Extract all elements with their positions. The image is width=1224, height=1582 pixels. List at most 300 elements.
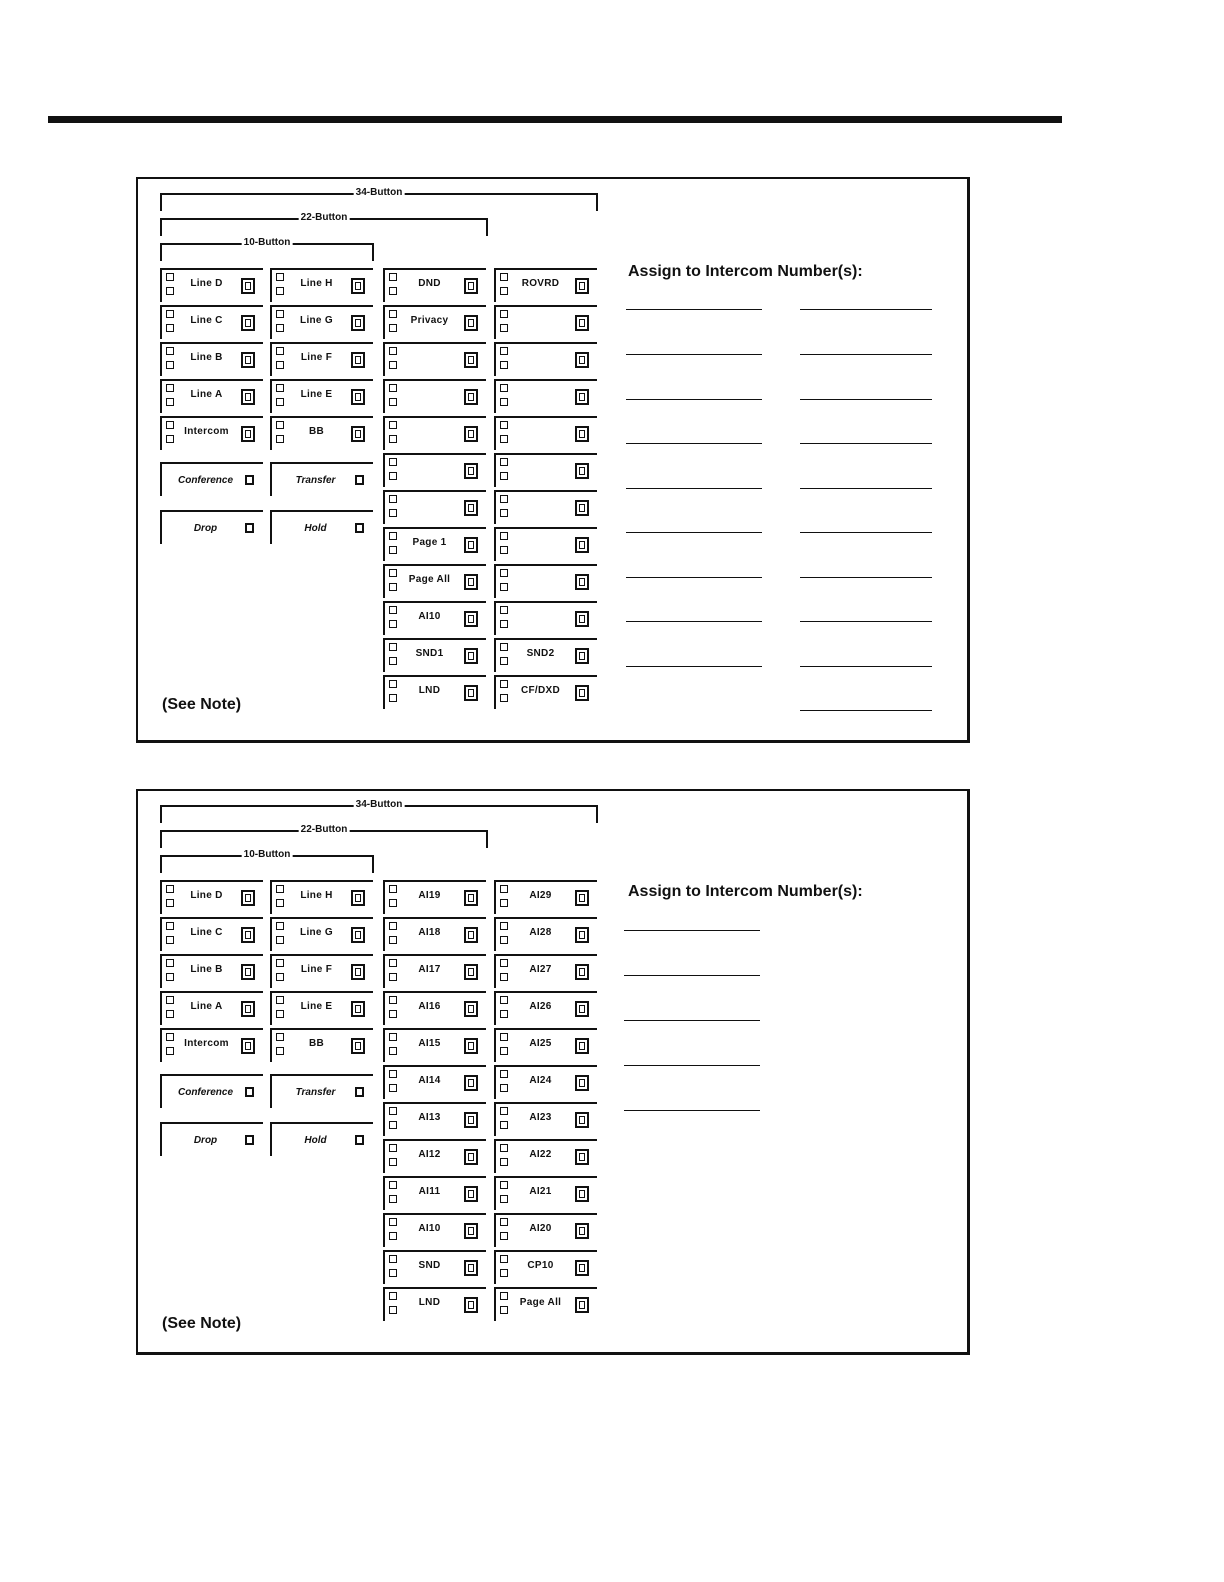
feature-button[interactable] [494, 1064, 597, 1101]
intercom-number-blank[interactable] [624, 1065, 760, 1066]
feature-button[interactable] [160, 267, 263, 304]
designation-card-2 [136, 789, 970, 1355]
feature-button[interactable] [270, 267, 373, 304]
feature-button[interactable] [494, 452, 597, 489]
status-led-icon [389, 472, 397, 480]
feature-button[interactable] [270, 916, 373, 953]
feature-button[interactable] [494, 990, 597, 1027]
button-top-line [160, 1028, 263, 1030]
status-led-icon [500, 899, 508, 907]
button-top-line [494, 342, 597, 344]
button-top-line [494, 490, 597, 492]
key-square-icon [464, 537, 478, 553]
button-top-line [494, 527, 597, 529]
button-top-line [383, 342, 486, 344]
key-square-icon [351, 426, 365, 442]
feature-button[interactable] [383, 1064, 486, 1101]
intercom-number-blank[interactable] [626, 488, 762, 489]
feature-button[interactable] [160, 378, 263, 415]
feature-button[interactable] [270, 953, 373, 990]
status-led-icon [389, 1084, 397, 1092]
status-led-icon [500, 495, 508, 503]
button-side-line [270, 344, 272, 376]
square-icon [355, 1087, 364, 1097]
button-side-line [160, 307, 162, 339]
feature-button[interactable] [270, 378, 373, 415]
feature-button[interactable] [270, 990, 373, 1027]
intercom-number-blank[interactable] [800, 399, 932, 400]
status-led-icon [166, 398, 174, 406]
bracket-label: 34-Button [354, 185, 405, 201]
intercom-number-blank[interactable] [626, 666, 762, 667]
key-square-icon [351, 315, 365, 331]
status-led-icon [389, 1107, 397, 1115]
feature-button[interactable] [160, 879, 263, 916]
status-led-icon [389, 1144, 397, 1152]
button-side-line [494, 882, 496, 914]
status-led-icon [500, 509, 508, 517]
feature-button[interactable] [383, 563, 486, 600]
feature-button[interactable] [160, 916, 263, 953]
see-note-label: (See Note) [162, 696, 242, 713]
button-label: Line C [190, 927, 223, 938]
button-side-line [270, 510, 272, 544]
feature-button[interactable] [494, 1101, 597, 1138]
feature-button[interactable] [494, 674, 597, 711]
intercom-number-blank[interactable] [624, 1110, 760, 1111]
feature-button[interactable] [494, 378, 597, 415]
feature-button[interactable] [494, 341, 597, 378]
status-led-icon [276, 936, 284, 944]
button-top-line [270, 379, 373, 381]
bracket-label: 10-Button [242, 235, 293, 251]
button-side-line [494, 956, 496, 988]
button-side-line [383, 956, 385, 988]
button-top-line [494, 1102, 597, 1104]
status-led-icon [500, 546, 508, 554]
intercom-number-blank[interactable] [624, 975, 760, 976]
button-top-line [160, 1122, 263, 1124]
status-led-icon [389, 996, 397, 1004]
conference-button[interactable] [160, 1074, 263, 1114]
button-label: AI18 [418, 927, 441, 938]
status-led-icon [500, 583, 508, 591]
feature-button[interactable] [160, 953, 263, 990]
intercom-number-blank[interactable] [626, 532, 762, 533]
button-top-line [160, 268, 263, 270]
hold-label: Hold [304, 523, 327, 534]
status-led-icon [166, 324, 174, 332]
button-top-line [383, 1287, 486, 1289]
button-side-line [160, 462, 162, 496]
feature-button[interactable] [383, 1101, 486, 1138]
key-square-icon [575, 1223, 589, 1239]
button-top-line [160, 1074, 263, 1076]
feature-button[interactable] [383, 1286, 486, 1323]
button-top-line [383, 638, 486, 640]
key-square-icon [241, 389, 255, 405]
hold-button[interactable] [270, 510, 373, 550]
status-led-icon [500, 421, 508, 429]
button-top-line [494, 638, 597, 640]
intercom-number-blank[interactable] [624, 1020, 760, 1021]
intercom-number-blank[interactable] [800, 666, 932, 667]
key-square-icon [351, 389, 365, 405]
button-label: Page 1 [412, 537, 447, 548]
status-led-icon [500, 936, 508, 944]
status-led-icon [389, 324, 397, 332]
button-label: Page All [408, 574, 451, 585]
button-side-line [494, 1178, 496, 1210]
status-led-icon [389, 421, 397, 429]
status-led-icon [500, 324, 508, 332]
feature-button[interactable] [494, 916, 597, 953]
button-top-line [160, 917, 263, 919]
bracket-brace-34 [160, 187, 598, 211]
button-label: ROVRD [521, 278, 560, 289]
transfer-button[interactable] [270, 1074, 373, 1114]
assign-title: Assign to Intercom Number(s): [628, 263, 863, 280]
button-top-line [270, 1122, 373, 1124]
button-label: AI10 [418, 1223, 441, 1234]
drop-label: Drop [193, 523, 218, 534]
key-square-icon [575, 537, 589, 553]
feature-button[interactable] [383, 452, 486, 489]
button-top-line [494, 917, 597, 919]
button-label: Intercom [184, 426, 229, 437]
feature-button[interactable] [383, 600, 486, 637]
feature-button[interactable] [383, 526, 486, 563]
feature-button[interactable] [494, 489, 597, 526]
feature-button[interactable] [494, 415, 597, 452]
intercom-number-blank[interactable] [800, 354, 932, 355]
feature-button[interactable] [270, 1027, 373, 1064]
status-led-icon [500, 620, 508, 628]
key-square-icon [464, 352, 478, 368]
button-top-line [494, 991, 597, 993]
drop-label: Drop [193, 1135, 218, 1146]
feature-button[interactable] [494, 1286, 597, 1323]
button-label: LND [418, 685, 441, 696]
status-led-icon [389, 495, 397, 503]
button-top-line [383, 416, 486, 418]
button-label: AI23 [529, 1112, 552, 1123]
status-led-icon [276, 398, 284, 406]
button-side-line [383, 1215, 385, 1247]
conference-label: Conference [177, 1087, 233, 1098]
status-led-icon [166, 310, 174, 318]
bracket-brace-22 [160, 824, 488, 848]
button-column-3 [383, 879, 486, 1323]
feature-button[interactable] [383, 1249, 486, 1286]
feature-button[interactable] [494, 1249, 597, 1286]
feature-button[interactable] [160, 415, 263, 452]
status-led-icon [500, 959, 508, 967]
status-led-icon [500, 1107, 508, 1115]
button-top-line [270, 342, 373, 344]
feature-button[interactable] [160, 990, 263, 1027]
button-label: Line C [190, 315, 223, 326]
status-led-icon [166, 885, 174, 893]
feature-button[interactable] [383, 674, 486, 711]
feature-button[interactable] [270, 415, 373, 452]
feature-button[interactable] [383, 953, 486, 990]
intercom-number-blank[interactable] [800, 710, 932, 711]
hold-button[interactable] [270, 1122, 373, 1162]
status-led-icon [276, 959, 284, 967]
key-square-icon [575, 611, 589, 627]
designation-card-1 [136, 177, 970, 743]
feature-button[interactable] [383, 990, 486, 1027]
intercom-number-blank[interactable] [800, 532, 932, 533]
status-led-icon [389, 1269, 397, 1277]
feature-button[interactable] [383, 1138, 486, 1175]
feature-button[interactable] [383, 415, 486, 452]
status-led-icon [276, 421, 284, 429]
bracket-label: 34-Button [354, 797, 405, 813]
status-led-icon [276, 384, 284, 392]
feature-button[interactable] [494, 879, 597, 916]
status-led-icon [389, 384, 397, 392]
button-top-line [383, 1028, 486, 1030]
button-top-line [383, 1102, 486, 1104]
intercom-number-blank[interactable] [626, 443, 762, 444]
key-square-icon [464, 1112, 478, 1128]
feature-button[interactable] [160, 1027, 263, 1064]
key-square-icon [464, 1075, 478, 1091]
status-led-icon [500, 1158, 508, 1166]
intercom-number-blank[interactable] [800, 577, 932, 578]
button-top-line [383, 564, 486, 566]
status-led-icon [166, 273, 174, 281]
key-square-icon [575, 389, 589, 405]
button-top-line [494, 453, 597, 455]
intercom-number-blank[interactable] [800, 621, 932, 622]
status-led-icon [500, 1070, 508, 1078]
feature-button[interactable] [494, 1212, 597, 1249]
feature-button[interactable] [494, 526, 597, 563]
button-side-line [270, 919, 272, 951]
status-led-icon [276, 996, 284, 1004]
feature-button[interactable] [494, 600, 597, 637]
key-square-icon [464, 500, 478, 516]
button-side-line [494, 455, 496, 487]
status-led-icon [166, 973, 174, 981]
feature-button[interactable] [494, 953, 597, 990]
button-label: LND [418, 1297, 441, 1308]
status-led-icon [500, 606, 508, 614]
drop-button[interactable] [160, 1122, 263, 1162]
button-top-line [160, 510, 263, 512]
bracket-label: 22-Button [299, 210, 350, 226]
status-led-icon [389, 922, 397, 930]
button-label: Line H [300, 890, 333, 901]
status-led-icon [166, 899, 174, 907]
button-side-line [383, 993, 385, 1025]
status-led-icon [166, 1010, 174, 1018]
button-top-line [270, 954, 373, 956]
button-label: AI12 [418, 1149, 441, 1160]
intercom-number-blank[interactable] [800, 443, 932, 444]
button-label: Line A [190, 389, 223, 400]
conference-button[interactable] [160, 462, 263, 502]
status-led-icon [389, 1070, 397, 1078]
feature-button[interactable] [160, 341, 263, 378]
button-side-line [494, 603, 496, 635]
feature-button[interactable] [270, 304, 373, 341]
intercom-number-blank[interactable] [626, 621, 762, 622]
button-top-line [494, 564, 597, 566]
button-label: Line B [190, 352, 223, 363]
button-top-line [270, 268, 373, 270]
intercom-number-blank[interactable] [626, 577, 762, 578]
feature-button[interactable] [383, 489, 486, 526]
feature-button[interactable] [383, 1027, 486, 1064]
feature-button[interactable] [383, 1212, 486, 1249]
button-side-line [383, 1067, 385, 1099]
button-top-line [494, 880, 597, 882]
transfer-button[interactable] [270, 462, 373, 502]
button-side-line [160, 418, 162, 450]
status-led-icon [500, 1218, 508, 1226]
key-square-icon [351, 1038, 365, 1054]
key-square-icon [351, 927, 365, 943]
key-square-icon [464, 1297, 478, 1313]
feature-button[interactable] [383, 916, 486, 953]
button-side-line [270, 418, 272, 450]
intercom-number-blank[interactable] [624, 930, 760, 931]
button-side-line [494, 418, 496, 450]
button-side-line [494, 1252, 496, 1284]
button-top-line [270, 991, 373, 993]
status-led-icon [389, 606, 397, 614]
button-top-line [383, 601, 486, 603]
status-led-icon [500, 973, 508, 981]
square-icon [245, 1135, 254, 1145]
button-side-line [494, 529, 496, 561]
key-square-icon [575, 352, 589, 368]
button-column-4 [494, 879, 597, 1323]
feature-button[interactable] [383, 637, 486, 674]
button-label: AI14 [418, 1075, 441, 1086]
feature-button[interactable] [383, 341, 486, 378]
button-side-line [160, 919, 162, 951]
key-square-icon [464, 574, 478, 590]
button-label: AI16 [418, 1001, 441, 1012]
feature-button[interactable] [270, 879, 373, 916]
status-led-icon [166, 361, 174, 369]
status-led-icon [500, 694, 508, 702]
feature-button[interactable] [160, 304, 263, 341]
status-led-icon [389, 899, 397, 907]
status-led-icon [276, 361, 284, 369]
button-side-line [494, 1030, 496, 1062]
button-top-line [383, 1139, 486, 1141]
drop-button[interactable] [160, 510, 263, 550]
status-led-icon [389, 1218, 397, 1226]
button-side-line [270, 307, 272, 339]
feature-button[interactable] [270, 341, 373, 378]
status-led-icon [166, 421, 174, 429]
button-side-line [270, 1122, 272, 1156]
key-square-icon [241, 890, 255, 906]
feature-button[interactable] [383, 879, 486, 916]
button-side-line [494, 1141, 496, 1173]
square-icon [355, 523, 364, 533]
button-top-line [494, 601, 597, 603]
status-led-icon [500, 885, 508, 893]
button-side-line [160, 993, 162, 1025]
button-side-line [494, 677, 496, 709]
feature-button[interactable] [383, 304, 486, 341]
status-led-icon [276, 310, 284, 318]
intercom-number-blank[interactable] [626, 309, 762, 310]
key-square-icon [351, 352, 365, 368]
see-note-label: (See Note) [162, 1315, 242, 1332]
status-led-icon [500, 310, 508, 318]
status-led-icon [389, 936, 397, 944]
button-side-line [160, 1030, 162, 1062]
status-led-icon [500, 384, 508, 392]
status-led-icon [389, 1195, 397, 1203]
feature-button[interactable] [494, 1138, 597, 1175]
intercom-number-blank[interactable] [800, 309, 932, 310]
button-side-line [494, 993, 496, 1025]
feature-button[interactable] [494, 563, 597, 600]
status-led-icon [500, 643, 508, 651]
button-label: BB [308, 426, 325, 437]
feature-button[interactable] [494, 1027, 597, 1064]
intercom-number-blank[interactable] [800, 488, 932, 489]
status-led-icon [276, 435, 284, 443]
key-square-icon [351, 1001, 365, 1017]
button-label: AI27 [529, 964, 552, 975]
feature-button[interactable] [383, 378, 486, 415]
intercom-number-blank[interactable] [626, 399, 762, 400]
status-led-icon [276, 1033, 284, 1041]
button-top-line [383, 954, 486, 956]
key-square-icon [575, 1038, 589, 1054]
button-label: BB [308, 1038, 325, 1049]
intercom-number-blank[interactable] [626, 354, 762, 355]
status-led-icon [389, 435, 397, 443]
button-top-line [270, 462, 373, 464]
feature-button[interactable] [494, 267, 597, 304]
feature-button[interactable] [383, 267, 486, 304]
key-square-icon [464, 1149, 478, 1165]
status-led-icon [389, 532, 397, 540]
feature-button[interactable] [494, 304, 597, 341]
button-top-line [270, 917, 373, 919]
feature-button[interactable] [494, 1175, 597, 1212]
key-square-icon [575, 278, 589, 294]
feature-button[interactable] [383, 1175, 486, 1212]
button-side-line [383, 1030, 385, 1062]
key-square-icon [575, 964, 589, 980]
button-side-line [383, 640, 385, 672]
status-led-icon [500, 1010, 508, 1018]
square-icon [245, 475, 254, 485]
key-square-icon [464, 1038, 478, 1054]
button-label: Line A [190, 1001, 223, 1012]
key-square-icon [575, 574, 589, 590]
button-top-line [383, 991, 486, 993]
status-led-icon [276, 287, 284, 295]
button-top-line [383, 268, 486, 270]
feature-button[interactable] [494, 637, 597, 674]
status-led-icon [500, 1269, 508, 1277]
key-square-icon [575, 315, 589, 331]
